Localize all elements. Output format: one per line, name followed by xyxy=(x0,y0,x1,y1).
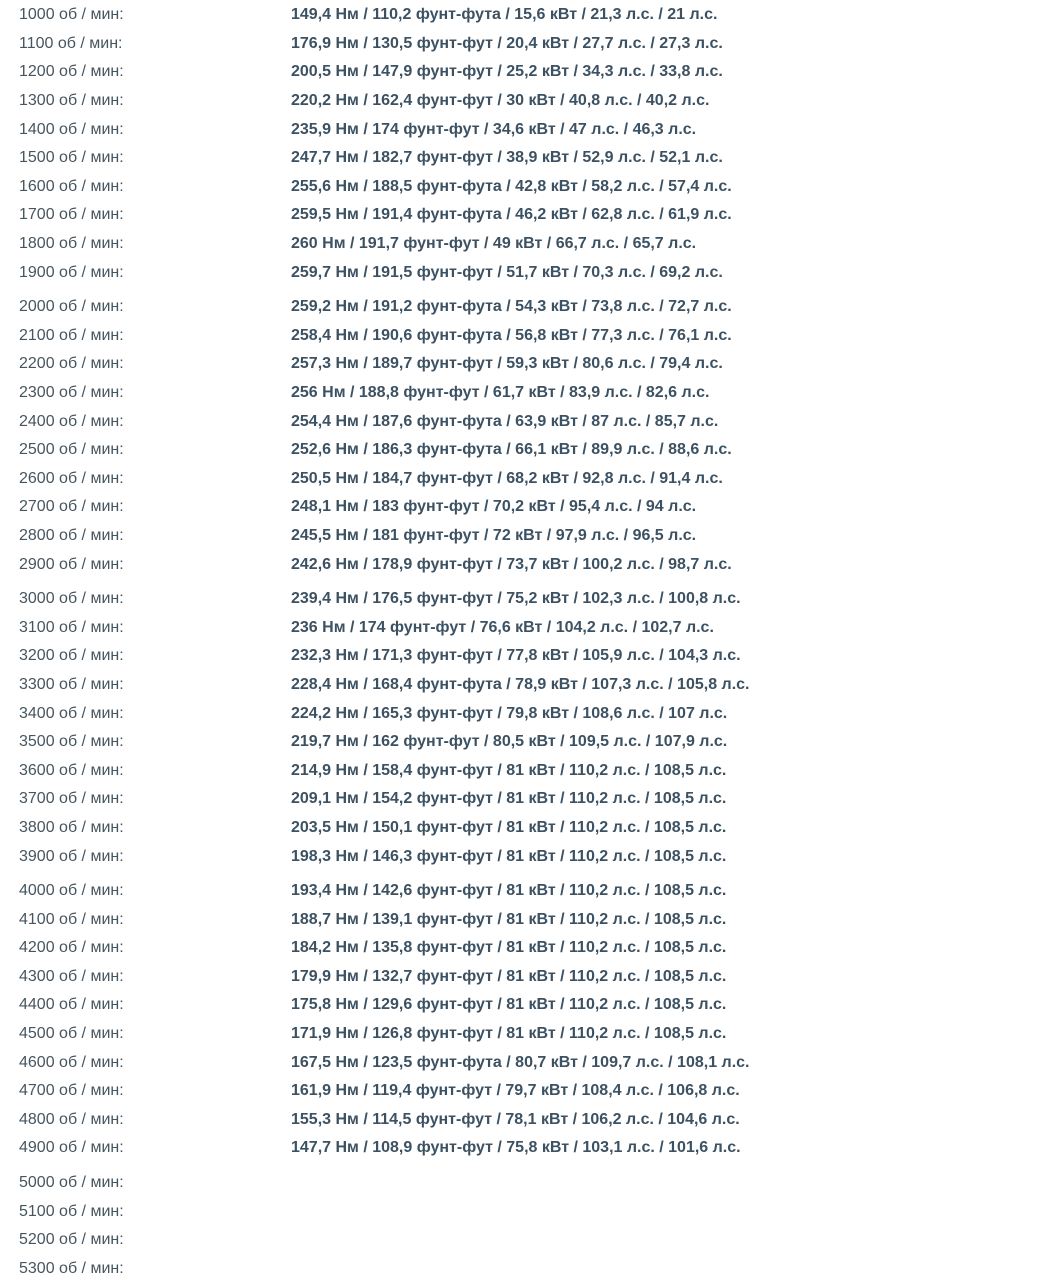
rpm-label: 2500 об / мин: xyxy=(19,441,124,459)
table-row xyxy=(0,642,1063,671)
row-value: 250,5 Нм / 184,7 фунт-фут / 68,2 кВт / 92,8 л.с. / 91,4 л.с. xyxy=(291,469,723,487)
rpm-label: 4500 об / мин: xyxy=(19,1025,124,1043)
row-value: 232,3 Нм / 171,3 фунт-фут / 77,8 кВт / 105,9 л.с. / 104,3 л.с. xyxy=(291,647,741,665)
rpm-label: 4800 об / мин: xyxy=(19,1110,124,1128)
row-value: 236 Нм / 174 фунт-фут / 76,6 кВт / 104,2 л.с. / 102,7 л.с. xyxy=(291,618,714,636)
row-value: 219,7 Нм / 162 фунт-фут / 80,5 кВт / 109,5 л.с. / 107,9 л.с. xyxy=(291,733,728,751)
table-row xyxy=(0,493,1063,522)
table-row xyxy=(0,785,1063,814)
table-row xyxy=(0,230,1063,259)
rpm-group xyxy=(0,293,1063,579)
row-value: 171,9 Нм / 126,8 фунт-фут / 81 кВт / 110,2 л.с. / 108,5 л.с. xyxy=(291,1025,727,1043)
rpm-label: 4600 об / мин: xyxy=(19,1053,124,1071)
table-row xyxy=(0,1020,1063,1049)
rpm-label: 2200 об / мин: xyxy=(19,355,124,373)
rpm-label: 2900 об / мин: xyxy=(19,555,124,573)
row-value: 242,6 Нм / 178,9 фунт-фут / 73,7 кВт / 100,2 л.с. / 98,7 л.с. xyxy=(291,555,732,573)
table-row xyxy=(0,115,1063,144)
table-row xyxy=(0,1048,1063,1077)
rpm-label: 3800 об / мин: xyxy=(19,818,124,836)
row-value: 188,7 Нм / 139,1 фунт-фут / 81 кВт / 110,2 л.с. / 108,5 л.с. xyxy=(291,910,727,928)
table-row xyxy=(0,1169,1063,1198)
rpm-label: 4700 об / мин: xyxy=(19,1082,124,1100)
table-row xyxy=(0,258,1063,287)
row-value: 260 Нм / 191,7 фунт-фут / 49 кВт / 66,7 л.с. / 65,7 л.с. xyxy=(291,235,697,253)
rpm-label: 1900 об / мин: xyxy=(19,263,124,281)
table-row xyxy=(0,671,1063,700)
table-row xyxy=(0,350,1063,379)
table-row xyxy=(0,293,1063,322)
rpm-label: 2000 об / мин: xyxy=(19,298,124,316)
rpm-label: 2300 об / мин: xyxy=(19,384,124,402)
rpm-label: 3300 об / мин: xyxy=(19,675,124,693)
rpm-label: 1200 об / мин: xyxy=(19,63,124,81)
table-row xyxy=(0,699,1063,728)
rpm-label: 4200 об / мин: xyxy=(19,939,124,957)
row-value: 245,5 Нм / 181 фунт-фут / 72 кВт / 97,9 л.с. / 96,5 л.с. xyxy=(291,526,697,544)
rpm-label: 4400 об / мин: xyxy=(19,996,124,1014)
rpm-label: 1600 об / мин: xyxy=(19,177,124,195)
row-value: 256 Нм / 188,8 фунт-фут / 61,7 кВт / 83,9 л.с. / 82,6 л.с. xyxy=(291,384,710,402)
row-value: 228,4 Нм / 168,4 фунт-фута / 78,9 кВт / 107,3 л.с. / 105,8 л.с. xyxy=(291,675,750,693)
rpm-label: 3100 об / мин: xyxy=(19,618,124,636)
row-value: 220,2 Нм / 162,4 фунт-фут / 30 кВт / 40,8 л.с. / 40,2 л.с. xyxy=(291,92,710,110)
rpm-label: 5300 об / мин: xyxy=(19,1259,124,1277)
row-value: 155,3 Нм / 114,5 фунт-фут / 78,1 кВт / 106,2 л.с. / 104,6 л.с. xyxy=(291,1110,740,1128)
table-row xyxy=(0,728,1063,757)
table-row xyxy=(0,58,1063,87)
table-row xyxy=(0,1,1063,30)
rpm-label: 5000 об / мин: xyxy=(19,1174,124,1192)
table-row xyxy=(0,1077,1063,1106)
row-value: 247,7 Нм / 182,7 фунт-фут / 38,9 кВт / 52,9 л.с. / 52,1 л.с. xyxy=(291,149,723,167)
row-value: 259,7 Нм / 191,5 фунт-фут / 51,7 кВт / 70,3 л.с. / 69,2 л.с. xyxy=(291,263,723,281)
rpm-label: 1100 об / мин: xyxy=(19,34,123,52)
table-row xyxy=(0,322,1063,351)
row-value: 167,5 Нм / 123,5 фунт-фута / 80,7 кВт / 109,7 л.с. / 108,1 л.с. xyxy=(291,1053,750,1071)
row-value: 203,5 Нм / 150,1 фунт-фут / 81 кВт / 110,2 л.с. / 108,5 л.с. xyxy=(291,818,727,836)
table-row xyxy=(0,991,1063,1020)
rpm-label: 2400 об / мин: xyxy=(19,412,124,430)
rpm-label: 2700 об / мин: xyxy=(19,498,124,516)
rpm-label: 2600 об / мин: xyxy=(19,469,124,487)
table-row xyxy=(0,842,1063,871)
row-value: 252,6 Нм / 186,3 фунт-фута / 66,1 кВт / 89,9 л.с. / 88,6 л.с. xyxy=(291,441,732,459)
row-value: 259,5 Нм / 191,4 фунт-фута / 46,2 кВт / 62,8 л.с. / 61,9 л.с. xyxy=(291,206,732,224)
table-row xyxy=(0,144,1063,173)
rpm-label: 4000 об / мин: xyxy=(19,882,124,900)
table-row xyxy=(0,905,1063,934)
table-row xyxy=(0,201,1063,230)
table-row xyxy=(0,87,1063,116)
table-row xyxy=(0,522,1063,551)
row-value: 214,9 Нм / 158,4 фунт-фут / 81 кВт / 110,2 л.с. / 108,5 л.с. xyxy=(291,761,727,779)
row-value: 255,6 Нм / 188,5 фунт-фута / 42,8 кВт / 58,2 л.с. / 57,4 л.с. xyxy=(291,177,732,195)
row-value: 147,7 Нм / 108,9 фунт-фут / 75,8 кВт / 103,1 л.с. / 101,6 л.с. xyxy=(291,1139,741,1157)
row-value: 224,2 Нм / 165,3 фунт-фут / 79,8 кВт / 108,6 л.с. / 107 л.с. xyxy=(291,704,728,722)
row-value: 254,4 Нм / 187,6 фунт-фута / 63,9 кВт / 87 л.с. / 85,7 л.с. xyxy=(291,412,719,430)
table-row xyxy=(0,407,1063,436)
row-value: 248,1 Нм / 183 фунт-фут / 70,2 кВт / 95,4 л.с. / 94 л.с. xyxy=(291,498,697,516)
row-value: 259,2 Нм / 191,2 фунт-фута / 54,3 кВт / 73,8 л.с. / 72,7 л.с. xyxy=(291,298,732,316)
row-value: 235,9 Нм / 174 фунт-фут / 34,6 кВт / 47 л.с. / 46,3 л.с. xyxy=(291,120,697,138)
rpm-label: 3500 об / мин: xyxy=(19,733,124,751)
table-row xyxy=(0,934,1063,963)
table-row xyxy=(0,1255,1063,1283)
rpm-group xyxy=(0,1169,1063,1283)
row-value: 257,3 Нм / 189,7 фунт-фут / 59,3 кВт / 80,6 л.с. / 79,4 л.с. xyxy=(291,355,723,373)
row-value: 176,9 Нм / 130,5 фунт-фут / 20,4 кВт / 27,7 л.с. / 27,3 л.с. xyxy=(291,34,723,52)
row-value: 149,4 Нм / 110,2 фунт-фута / 15,6 кВт / 21,3 л.с. / 21 л.с. xyxy=(291,6,718,24)
rpm-label: 3400 об / мин: xyxy=(19,704,124,722)
rpm-label: 3700 об / мин: xyxy=(19,790,124,808)
rpm-label: 3000 об / мин: xyxy=(19,590,124,608)
row-value: 179,9 Нм / 132,7 фунт-фут / 81 кВт / 110,2 л.с. / 108,5 л.с. xyxy=(291,967,727,985)
rpm-label: 1500 об / мин: xyxy=(19,149,124,167)
rpm-label: 5100 об / мин: xyxy=(19,1202,124,1220)
table-row xyxy=(0,613,1063,642)
table-row xyxy=(0,1106,1063,1135)
row-value: 258,4 Нм / 190,6 фунт-фута / 56,8 кВт / 77,3 л.с. / 76,1 л.с. xyxy=(291,326,732,344)
table-row xyxy=(0,173,1063,202)
rpm-label: 1300 об / мин: xyxy=(19,92,124,110)
row-value: 184,2 Нм / 135,8 фунт-фут / 81 кВт / 110,2 л.с. / 108,5 л.с. xyxy=(291,939,727,957)
table-row xyxy=(0,436,1063,465)
rpm-label: 3900 об / мин: xyxy=(19,847,124,865)
rpm-label: 1800 об / мин: xyxy=(19,235,124,253)
table-row xyxy=(0,1134,1063,1163)
rpm-label: 4900 об / мин: xyxy=(19,1139,124,1157)
rpm-label: 2800 об / мин: xyxy=(19,526,124,544)
table-row xyxy=(0,963,1063,992)
table-row xyxy=(0,814,1063,843)
rpm-label: 2100 об / мин: xyxy=(19,326,124,344)
table-row xyxy=(0,465,1063,494)
row-value: 198,3 Нм / 146,3 фунт-фут / 81 кВт / 110,2 л.с. / 108,5 л.с. xyxy=(291,847,727,865)
table-row xyxy=(0,756,1063,785)
row-value: 193,4 Нм / 142,6 фунт-фут / 81 кВт / 110,2 л.с. / 108,5 л.с. xyxy=(291,882,727,900)
table-row xyxy=(0,1197,1063,1226)
rpm-label: 1000 об / мин: xyxy=(19,6,124,24)
row-value: 239,4 Нм / 176,5 фунт-фут / 75,2 кВт / 102,3 л.с. / 100,8 л.с. xyxy=(291,590,741,608)
row-value: 161,9 Нм / 119,4 фунт-фут / 79,7 кВт / 108,4 л.с. / 106,8 л.с. xyxy=(291,1082,740,1100)
rpm-label: 3600 об / мин: xyxy=(19,761,124,779)
rpm-label: 5200 об / мин: xyxy=(19,1231,124,1249)
table-row xyxy=(0,1226,1063,1255)
rpm-group xyxy=(0,585,1063,871)
rpm-group xyxy=(0,877,1063,1163)
row-value: 209,1 Нм / 154,2 фунт-фут / 81 кВт / 110,2 л.с. / 108,5 л.с. xyxy=(291,790,727,808)
rpm-group xyxy=(0,1,1063,287)
rpm-label: 1700 об / мин: xyxy=(19,206,124,224)
rpm-label: 1400 об / мин: xyxy=(19,120,124,138)
table-row xyxy=(0,379,1063,408)
row-value: 200,5 Нм / 147,9 фунт-фут / 25,2 кВт / 34,3 л.с. / 33,8 л.с. xyxy=(291,63,723,81)
rpm-label: 4300 об / мин: xyxy=(19,967,124,985)
rpm-label: 4100 об / мин: xyxy=(19,910,124,928)
rpm-label: 3200 об / мин: xyxy=(19,647,124,665)
row-value: 175,8 Нм / 129,6 фунт-фут / 81 кВт / 110,2 л.с. / 108,5 л.с. xyxy=(291,996,727,1014)
table-row xyxy=(0,877,1063,906)
table-row xyxy=(0,30,1063,59)
table-row xyxy=(0,585,1063,614)
table-row xyxy=(0,550,1063,579)
